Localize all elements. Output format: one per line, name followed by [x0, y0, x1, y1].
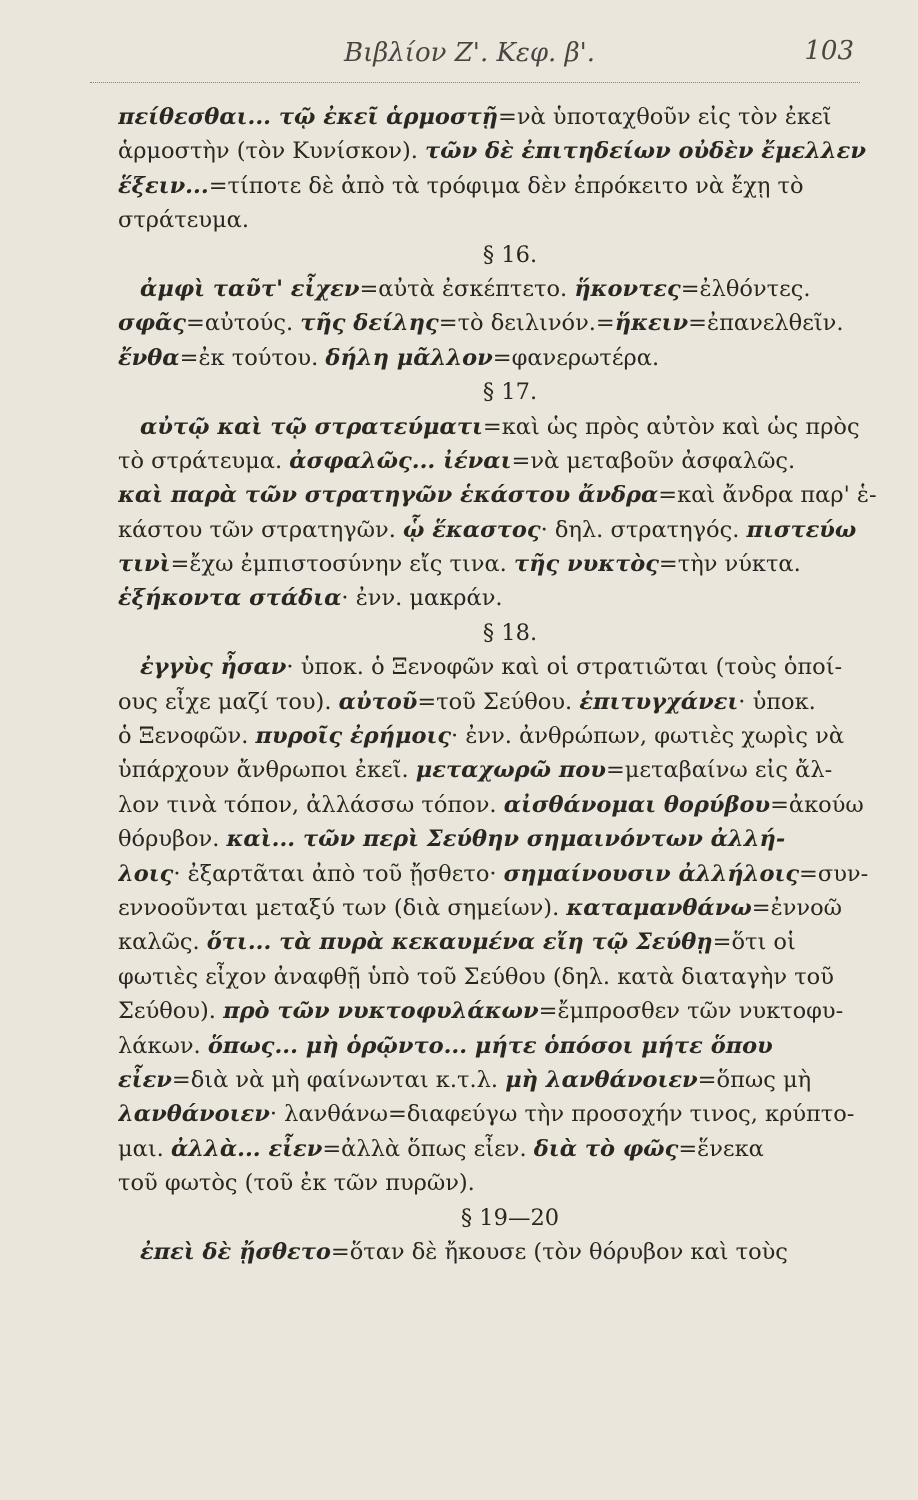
header-rule: [90, 82, 860, 83]
commentary-text: [118, 100, 886, 1269]
lemma: καὶ... τῶν περὶ Σεύθην σημαινόντων ἀλλή-: [226, 826, 786, 853]
lemma: ἔνθα: [118, 344, 180, 371]
lemma: πρὸ τῶν νυκτοφυλάκων: [223, 998, 539, 1025]
gloss: =ἐλθόντες.: [680, 275, 811, 302]
text-line: [118, 719, 886, 753]
text-line: [118, 478, 886, 512]
lemma: πείθεσθαι... τῷ ἐκεῖ ἁρμοστῇ: [118, 104, 499, 130]
text-line: [118, 306, 886, 340]
lemma: ἐπεὶ δὲ ᾔσθετο: [140, 1238, 331, 1265]
gloss: =ἀλλὰ ὅπως εἶεν.: [322, 1135, 534, 1162]
gloss: =αὐτὰ ἐσκέπτετο.: [359, 275, 575, 302]
gloss: · ὑποκ. ὁ Ξενοφῶν καὶ οἱ στρατιῶται (τοὺς ὁποί-: [286, 654, 843, 681]
lemma: ἐγγὺς ἦσαν: [140, 654, 287, 681]
gloss: =νὰ ὑποταχθοῦν εἰς τὸν ἐκεῖ: [498, 104, 832, 130]
gloss: =μεταβαίνω εἰς ἄλ-: [605, 757, 833, 784]
lemma: ἀμφὶ ταῦτ' εἶχεν: [140, 275, 360, 302]
lemma: ὅτι... τὰ πυρὰ κεκαυμένα εἴη τῷ Σεύθῃ: [206, 929, 713, 956]
lemma: πιστεύω: [746, 516, 857, 543]
lemma: αὐτοῦ: [338, 688, 418, 715]
text-line: [118, 444, 886, 478]
text-line: [118, 891, 886, 925]
gloss: · δηλ. στρατηγός.: [540, 516, 747, 543]
text-line: [118, 788, 886, 822]
text-line: [118, 513, 886, 547]
gloss: =ἐπανελθεῖν.: [688, 310, 844, 337]
gloss: ους εἶχε μαζί του).: [118, 688, 339, 715]
lemma: τινὶ: [118, 551, 171, 578]
gloss: =τίποτε δὲ ἀπὸ τὰ τρόφιμα δὲν ἐπρόκειτο νὰ ἔχῃ τὸ: [208, 172, 804, 199]
lemma: καὶ παρὰ τῶν στρατηγῶν ἑκάστου ἄνδρα: [118, 482, 659, 509]
gloss: · ἐξαρτᾶται ἀπὸ τοῦ ᾔσθετο·: [173, 860, 504, 887]
text-line: [118, 1235, 886, 1269]
gloss: λον τινὰ τόπον, ἀλλάσσω τόπον.: [118, 791, 504, 818]
lemma: τῆς νυκτὸς: [513, 551, 659, 578]
text-line: [118, 685, 886, 719]
gloss: λάκων.: [118, 1032, 208, 1059]
gloss: · λανθάνω=διαφεύγω τὴν προσοχήν τινος, κρύπτο-: [269, 1101, 855, 1128]
gloss: =ἐννοῶ: [751, 894, 842, 921]
gloss: =νὰ μεταβοῦν ἀσφαλῶς.: [511, 447, 796, 474]
gloss: =ἔμπροσθεν τῶν νυκτοφυ-: [538, 998, 844, 1025]
text-line: [118, 581, 886, 615]
gloss: Σεύθου).: [118, 998, 224, 1025]
lemma: εἶεν: [118, 1066, 172, 1093]
gloss: =τοῦ Σεύθου.: [417, 688, 580, 715]
lemma: δήλη μᾶλλον: [325, 344, 493, 371]
text-line: [118, 925, 886, 959]
text-line: [118, 994, 886, 1028]
gloss: ἁρμοστὴν (τὸν Κυνίσκον).: [118, 138, 426, 165]
gloss: · ἐνν. μακράν.: [341, 585, 503, 612]
gloss: · ὑποκ.: [738, 688, 816, 715]
lemma: τῶν δὲ ἐπιτηδείων οὐδὲν ἔμελλεν: [425, 138, 866, 165]
text-line: [118, 410, 886, 444]
lemma: τῆς δείλης: [300, 310, 439, 337]
lemma: πυροῖς ἐρήμοις: [255, 723, 452, 750]
gloss: τὸ στράτευμα.: [118, 447, 290, 474]
text-line: [118, 100, 886, 134]
gloss: τοῦ φωτὸς (τοῦ ἐκ τῶν πυρῶν).: [118, 1170, 475, 1197]
section-heading: § 17.: [482, 379, 538, 406]
gloss: ὑπάρχουν ἄνθρωποι ἐκεῖ.: [118, 757, 416, 784]
lemma: λοις: [118, 860, 174, 887]
text-line: [118, 203, 886, 237]
gloss: =ὅπως μὴ: [697, 1066, 812, 1093]
text-line: [118, 169, 886, 203]
gloss: =καὶ ὡς πρὸς αὐτὸν καὶ ὡς πρὸς: [482, 413, 860, 440]
lemma: ἑξήκοντα στάδια: [118, 585, 342, 612]
section-heading: § 18.: [482, 619, 538, 646]
gloss: =διὰ νὰ μὴ φαίνωνται κ.τ.λ.: [171, 1066, 506, 1093]
lemma: ᾧ ἕκαστος: [403, 516, 541, 543]
gloss: ὁ Ξενοφῶν.: [118, 723, 256, 750]
lemma: σφᾶς: [118, 310, 186, 337]
lemma: μὴ λανθάνοιεν: [505, 1066, 698, 1093]
page-number: 103: [804, 36, 854, 66]
text-line: [118, 960, 886, 994]
text-line: [118, 1097, 886, 1131]
text-line: [118, 341, 886, 375]
text-line: [118, 272, 886, 306]
text-line: [118, 822, 886, 856]
lemma: ἥκοντες: [574, 275, 681, 302]
text-line: [118, 1063, 886, 1097]
lemma: ἕξειν...: [118, 172, 209, 199]
gloss: =ἕνεκα: [678, 1135, 764, 1162]
text-line: [118, 1132, 886, 1166]
lemma: διὰ τὸ φῶς: [533, 1135, 679, 1162]
lemma: αὐτῷ καὶ τῷ στρατεύματι: [140, 413, 483, 440]
text-line: [118, 753, 886, 787]
gloss: =τὴν νύκτα.: [658, 551, 801, 578]
text-line: [118, 134, 886, 168]
lemma: αἰσθάνομαι θορύβου: [503, 791, 771, 818]
text-line: [118, 1029, 886, 1063]
gloss: =ἔχω ἐμπιστοσύνην εἴς τινα.: [170, 551, 514, 578]
gloss: =ἐκ τούτου.: [179, 344, 326, 371]
page-header: [90, 30, 870, 90]
gloss: =ἀκούω: [770, 791, 864, 818]
lemma: ἀλλὰ... εἶεν: [170, 1135, 323, 1162]
gloss: στράτευμα.: [118, 207, 249, 234]
running-title: Βιβλίον Ζ'. Κεφ. β'.: [344, 38, 596, 68]
gloss: =τὸ δειλινόν.=: [438, 310, 615, 337]
gloss: καλῶς.: [118, 929, 207, 956]
lemma: λανθάνοιεν: [118, 1101, 270, 1128]
gloss: =ὅταν δὲ ἤκουσε (τὸν θόρυβον καὶ τοὺς: [330, 1238, 788, 1265]
lemma: ἀσφαλῶς... ἰέναι: [289, 447, 512, 474]
gloss: =συν-: [799, 860, 869, 887]
lemma: μεταχωρῶ που: [415, 757, 606, 784]
text-line: [118, 857, 886, 891]
lemma: ἥκειν: [614, 310, 689, 337]
gloss: εννοοῦνται μεταξύ των (διὰ σημείων).: [118, 894, 567, 921]
lemma: ὅπως... μὴ ὁρῷντο... μήτε ὁπόσοι μήτε ὅπου: [207, 1032, 773, 1059]
text-line: [118, 1166, 886, 1200]
section-heading: § 16.: [482, 241, 538, 268]
section-heading: § 19—20: [460, 1204, 560, 1231]
gloss: κάστου τῶν στρατηγῶν.: [118, 516, 403, 543]
text-line: [118, 547, 886, 581]
lemma: σημαίνουσιν ἀλλήλοις: [503, 860, 800, 887]
gloss: θόρυβον.: [118, 826, 227, 853]
gloss: =αὐτούς.: [185, 310, 301, 337]
gloss: μαι.: [118, 1135, 171, 1162]
gloss: · ἐνν. ἀνθρώπων, φωτιὲς χωρὶς νὰ: [451, 723, 845, 750]
text-line: [118, 650, 886, 684]
gloss: =καὶ ἄνδρα παρ' ἑ-: [658, 482, 877, 509]
lemma: καταμανθάνω: [566, 894, 752, 921]
gloss: φωτιὲς εἶχον ἀναφθῇ ὑπὸ τοῦ Σεύθου (δηλ. κατὰ διαταγὴν τοῦ: [118, 963, 834, 990]
lemma: ἐπιτυγχάνει: [579, 688, 739, 715]
gloss: =φανερωτέρα.: [492, 344, 660, 371]
gloss: =ὅτι οἱ: [712, 929, 796, 956]
